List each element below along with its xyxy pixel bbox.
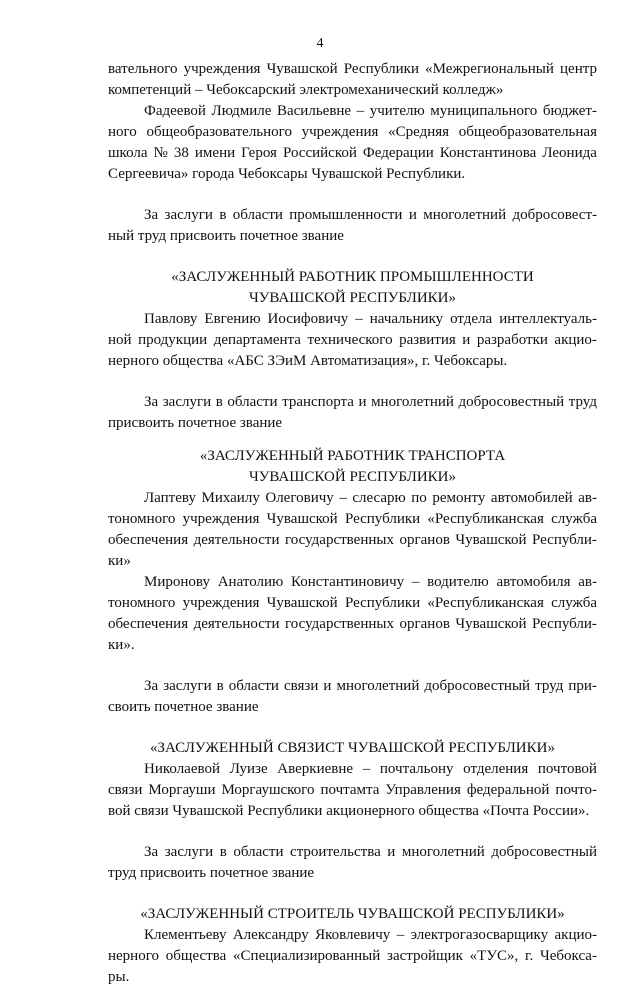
word: добросовестный — [491, 844, 597, 860]
paragraph-gap — [108, 372, 597, 392]
word: Лаптеву — [144, 490, 196, 506]
word: Республики — [344, 511, 421, 527]
text-line — [108, 676, 597, 697]
line-text: ЧУВАШСКОЙ РЕСПУБЛИКИ» — [249, 290, 456, 306]
word: За — [144, 844, 159, 860]
word: в — [216, 678, 224, 694]
word: водителю — [427, 574, 489, 590]
text-line — [108, 780, 597, 801]
award-title-line — [108, 446, 597, 467]
text-line — [108, 635, 597, 656]
text-line — [108, 413, 597, 434]
award-title-line — [108, 288, 597, 309]
word: автомобилей — [490, 490, 573, 506]
word: Миронову — [144, 574, 210, 590]
word: государственных — [285, 616, 394, 632]
text-line — [108, 226, 597, 247]
word: № — [153, 145, 168, 161]
word: имени — [194, 145, 236, 161]
word: Республи- — [532, 532, 597, 548]
word: органов — [399, 532, 450, 548]
word: федеральной — [466, 782, 550, 798]
award-title-line — [108, 904, 597, 925]
word: учреждения — [183, 61, 261, 77]
text-line — [108, 551, 597, 572]
word: Российской — [282, 145, 357, 161]
word: заслуги — [163, 678, 212, 694]
word: Чебокса- — [540, 948, 597, 964]
word: Леонида — [542, 145, 597, 161]
word: области — [232, 207, 283, 223]
word: области — [228, 678, 279, 694]
word: почтовой — [537, 761, 597, 777]
paragraph-gap — [108, 247, 597, 267]
text-line — [108, 593, 597, 614]
word: Константинова — [439, 145, 537, 161]
word: «Республиканская — [427, 511, 544, 527]
text-line — [108, 759, 597, 780]
text-line — [108, 842, 597, 863]
word: отдела — [450, 311, 493, 327]
word: многолетний — [371, 394, 454, 410]
word: тономного — [108, 595, 176, 611]
word: добросовестный — [424, 678, 531, 694]
word: «Специализированный — [233, 948, 381, 964]
text-line — [108, 143, 597, 164]
word: продукции — [138, 332, 208, 348]
page-number: 4 — [316, 36, 324, 51]
line-text: ки» — [108, 553, 131, 569]
word: Фадеевой — [144, 103, 206, 119]
line-text: присвоить почетное звание — [108, 415, 283, 431]
word: ав- — [578, 574, 597, 590]
word: акцио- — [554, 927, 597, 943]
word: заслуги — [164, 844, 214, 860]
word: общеобразовательная — [458, 124, 597, 140]
word: учреждения — [182, 511, 260, 527]
word: учреждения — [301, 124, 379, 140]
award-title-line — [108, 267, 597, 288]
text-line — [108, 122, 597, 143]
word: «Республиканская — [427, 595, 544, 611]
word: по — [411, 490, 427, 506]
word: Евгению — [204, 311, 261, 327]
word: многолетний — [423, 207, 507, 223]
line-text: Сергеевича» города Чебоксары Чувашской Республики. — [108, 166, 466, 182]
word: муниципального — [430, 103, 538, 119]
word: заслуги — [162, 394, 212, 410]
paragraph-gap — [108, 822, 597, 842]
word: Людмиле — [211, 103, 272, 119]
word: строительства — [290, 844, 381, 860]
line-text: компетенций – Чебоксарский электромеханический колледж» — [108, 82, 504, 98]
text-line — [108, 164, 597, 185]
word: начальнику — [369, 311, 444, 327]
word: в — [215, 394, 223, 410]
word: Федерации — [362, 145, 434, 161]
word: обеспечения — [108, 532, 189, 548]
word: почтальону — [379, 761, 454, 777]
word: бюджет- — [542, 103, 597, 119]
word: и — [462, 332, 471, 348]
text-line — [108, 530, 597, 551]
text-line — [108, 967, 597, 988]
word: интеллектуаль- — [499, 311, 597, 327]
word: многолетний — [401, 844, 485, 860]
word: «ТУС», — [469, 948, 519, 964]
word: связи — [108, 782, 143, 798]
word: и — [358, 394, 367, 410]
word: транспорта — [282, 394, 354, 410]
word: добросовестный — [458, 394, 565, 410]
line-text: «ЗАСЛУЖЕННЫЙ РАБОТНИК ТРАНСПОРТА — [199, 448, 506, 464]
word: Моргаушского — [221, 782, 315, 798]
text-line — [108, 509, 597, 530]
word: – — [396, 927, 405, 943]
word: Республики — [343, 61, 419, 77]
text-line — [108, 925, 597, 946]
word: труд — [535, 678, 564, 694]
text-line — [108, 572, 597, 593]
word: Александру — [232, 927, 309, 943]
text-line — [108, 351, 597, 372]
word: Чувашской — [266, 511, 338, 527]
word: нерного — [108, 948, 159, 964]
word: в — [219, 207, 227, 223]
text-line — [108, 946, 597, 967]
paragraph-gap — [108, 434, 597, 446]
word: Чувашской — [266, 595, 338, 611]
line-text: своить почетное звание — [108, 699, 259, 715]
word: г. — [525, 948, 534, 964]
word: ной — [108, 332, 132, 348]
word: слесарю — [352, 490, 406, 506]
word: в — [219, 844, 227, 860]
word: Луизе — [229, 761, 268, 777]
award-title-line — [108, 738, 597, 759]
word: и — [408, 207, 417, 223]
word: – — [356, 103, 365, 119]
word: – — [362, 761, 371, 777]
word: акцио- — [554, 332, 597, 348]
text-line — [108, 697, 597, 718]
word: департамента — [213, 332, 301, 348]
word: Чувашской — [455, 532, 527, 548]
word: многолетний — [336, 678, 420, 694]
text-line — [108, 309, 597, 330]
line-text: ки». — [108, 637, 135, 653]
word: почто- — [555, 782, 597, 798]
word: государственных — [285, 532, 394, 548]
word: служба — [551, 595, 597, 611]
word: органов — [399, 616, 450, 632]
word: Иосифовичу — [267, 311, 349, 327]
word: За — [144, 394, 159, 410]
word: За — [144, 678, 159, 694]
word: общества — [165, 948, 227, 964]
word: 38 — [173, 145, 189, 161]
line-text: ный труд присвоить почетное звание — [108, 228, 344, 244]
word: заслуги — [164, 207, 213, 223]
word: тономного — [108, 511, 176, 527]
text-line — [108, 614, 597, 635]
word: Константиновичу — [290, 574, 405, 590]
word: общеобразовательного — [146, 124, 292, 140]
word: – — [355, 311, 363, 327]
word: Моргауши — [148, 782, 216, 798]
line-text: вой связи Чувашской Республики акционерного общества «Почта России». — [108, 803, 590, 819]
word: «Межрегиональный — [425, 61, 554, 77]
word: Яковлевичу — [315, 927, 391, 943]
word: и — [323, 678, 332, 694]
word: Республики — [344, 595, 421, 611]
text-line — [108, 863, 597, 884]
word: Николаевой — [144, 761, 220, 777]
word: электрогазосварщику — [410, 927, 549, 943]
word: Аверкиевне — [277, 761, 354, 777]
word: деятельности — [193, 532, 280, 548]
paragraph-gap — [108, 884, 597, 904]
word: Чувашской — [266, 61, 338, 77]
text-line — [108, 59, 597, 80]
word: Республи- — [532, 616, 597, 632]
text-line — [108, 205, 597, 226]
paragraph-gap — [108, 718, 597, 738]
word: развития — [399, 332, 456, 348]
word: ного — [108, 124, 137, 140]
word: школа — [108, 145, 148, 161]
word: промышленности — [289, 207, 403, 223]
word: Васильевне — [276, 103, 352, 119]
text-line — [108, 801, 597, 822]
word: отделения — [463, 761, 529, 777]
text-line — [108, 80, 597, 101]
word: ав- — [578, 490, 597, 506]
word: Управления — [385, 782, 461, 798]
text-line — [108, 392, 597, 413]
word: служба — [551, 511, 597, 527]
document-body — [108, 59, 597, 988]
word: обеспечения — [108, 616, 189, 632]
line-text: труд присвоить почетное звание — [108, 865, 315, 881]
word: разработки — [476, 332, 548, 348]
word: почтамта — [320, 782, 380, 798]
word: труд — [568, 394, 597, 410]
text-line — [108, 330, 597, 351]
word: Анатолию — [217, 574, 284, 590]
word: Олеговичу — [265, 490, 334, 506]
word: автомобиля — [496, 574, 571, 590]
word: вательного — [108, 61, 178, 77]
word: Михаилу — [201, 490, 260, 506]
word: «Средняя — [388, 124, 450, 140]
line-text: нерного общества «АБС ЗЭиМ Автоматизация», г. Чебоксары. — [108, 353, 508, 369]
word: Клементьеву — [144, 927, 227, 943]
text-line — [108, 101, 597, 122]
word: учреждения — [182, 595, 260, 611]
word: центр — [560, 61, 597, 77]
word: учителю — [369, 103, 425, 119]
word: технического — [307, 332, 393, 348]
word: – — [339, 490, 347, 506]
word: деятельности — [193, 616, 280, 632]
word: ремонту — [432, 490, 486, 506]
word: области — [233, 844, 284, 860]
line-text: ЧУВАШСКОЙ РЕСПУБЛИКИ» — [249, 469, 456, 485]
word: застройщик — [387, 948, 463, 964]
word: и — [387, 844, 396, 860]
word: Павлову — [144, 311, 198, 327]
word: Героя — [241, 145, 277, 161]
word: при- — [568, 678, 597, 694]
word: добросовест- — [512, 207, 597, 223]
line-text: «ЗАСЛУЖЕННЫЙ СВЯЗИСТ ЧУВАШСКОЙ РЕСПУБЛИКИ» — [150, 740, 555, 756]
paragraph-gap — [108, 185, 597, 205]
text-line — [108, 488, 597, 509]
word: – — [411, 574, 420, 590]
paragraph-gap — [108, 656, 597, 676]
line-text: «ЗАСЛУЖЕННЫЙ РАБОТНИК ПРОМЫШЛЕННОСТИ — [171, 269, 534, 285]
line-text: «ЗАСЛУЖЕННЫЙ СТРОИТЕЛЬ ЧУВАШСКОЙ РЕСПУБЛИКИ» — [140, 906, 565, 922]
word: Чувашской — [455, 616, 527, 632]
line-text: ры. — [108, 969, 130, 985]
word: За — [144, 207, 159, 223]
word: области — [227, 394, 278, 410]
word: связи — [283, 678, 319, 694]
award-title-line — [108, 467, 597, 488]
